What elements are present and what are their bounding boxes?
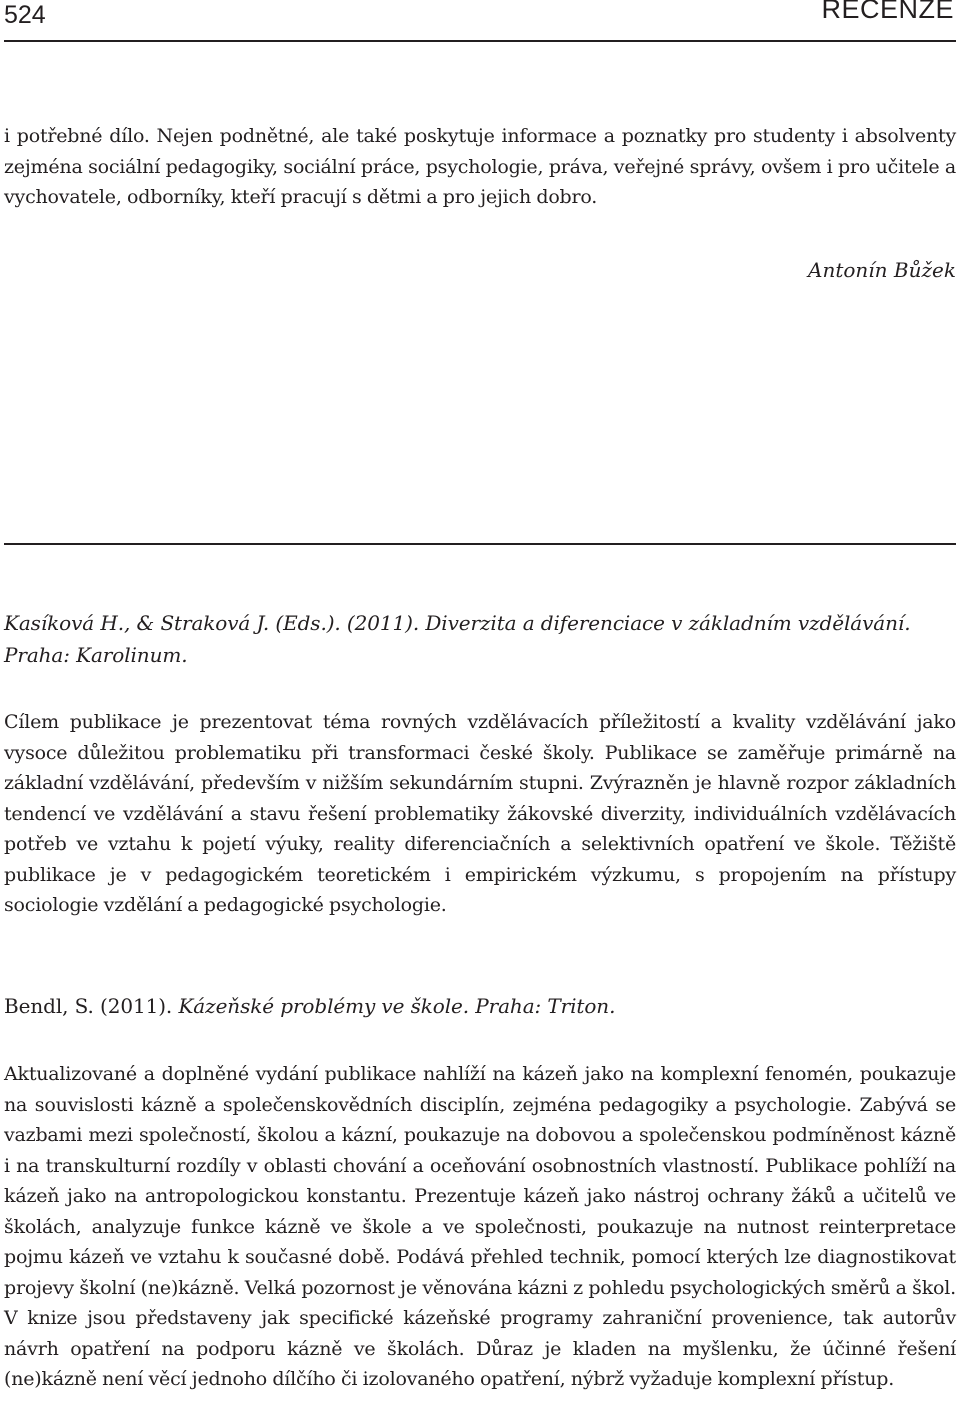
review-paragraph-end: i potřebné dílo. Nejen podnětné, ale také poskytuje informace a poznatky pro studenty i absolventy zejména sociální pedagogiky, sociální práce, psychologie, práva, veřejné správy, ovšem i pro učitele a vychovatele, odborníky, kteří pracují s dětmi a pro jejich dobro. bbox=[4, 125, 956, 208]
header-divider bbox=[4, 40, 956, 42]
citation-title: Diverzita a diferenciace v základním vzdělávání. Praha: Karolinum. bbox=[4, 611, 911, 667]
citation-title: Kázeňské problémy ve škole. Praha: Triton. bbox=[172, 994, 616, 1018]
citation-authors: Bendl, S. (2011). bbox=[4, 994, 173, 1018]
page-number: 524 bbox=[4, 1, 46, 29]
book-citation-kasikova bbox=[4, 607, 956, 671]
journal-page bbox=[4, 0, 956, 1420]
section-title: RECENZE bbox=[821, 0, 954, 24]
book-annotation-bendl: Aktualizované a doplněné vydání publikace nahlíží na kázeň jako na komplexní fenomén, poukazuje na souvislosti kázně a společenskovědních disciplín, zejména pedagogiky a psychologie. Zabývá se vazbami mezi společností, školou a kázní, poukazuje na dobovou a společenskou podmíněnost kázně i na transkulturní rozdíly v oblasti chování a oceňování osobnostních vlastností. Publikace pohlíží na kázeň jako na antropologickou konstantu. Prezentuje kázeň jako nástroj ochrany žáků a učitelů ve školách, analyzuje funkce kázně ve škole a ve společnosti, poukazuje na nutnost reinterpretace pojmu kázeň ve vztahu k současné době. Podává přehled technik, pomocí kterých lze diagnostikovat projevy školní (ne)kázně. Velká pozornost je věnována kázni z pohledu psychologických směrů a škol. V knize jsou představeny jak specifické kázeňské programy zahraniční provenience, tak autorův návrh opatření na podporu kázně ve školách. Důraz je kladen na myšlenku, že účinné řešení (ne)kázně není věcí jednoho dílčího či izolovaného opatření, nýbrž vyžaduje komplexní přístup. bbox=[4, 1063, 956, 1390]
review-author-signature: Antonín Bůžek bbox=[808, 258, 956, 282]
citation-authors: Kasíková H., & Straková J. (Eds.). (2011). bbox=[4, 611, 420, 635]
page-header bbox=[4, 0, 956, 40]
section-divider bbox=[4, 543, 956, 545]
book-annotation-kasikova: Cílem publikace je prezentovat téma rovných vzdělávacích příležitostí a kvality vzdělávání jako vysoce důležitou problematiku při transformaci české školy. Publikace se zaměřuje primárně na základní vzdělávání, především v nižším sekundárním stupni. Zvýrazněn je hlavně rozpor základních tendencí ve vzdělávání a stavu řešení problematiky žákovské diverzity, individuálních vzdělávacích potřeb ve vztahu k pojetí výuky, reality diferenciačních a selektivních opatření ve škole. Těžiště publikace je v pedagogickém teoretickém i empirickém výzkumu, s propojením na přístupy sociologie vzdělání a pedagogické psychologie. bbox=[4, 711, 956, 916]
book-citation-bendl bbox=[4, 990, 956, 1022]
